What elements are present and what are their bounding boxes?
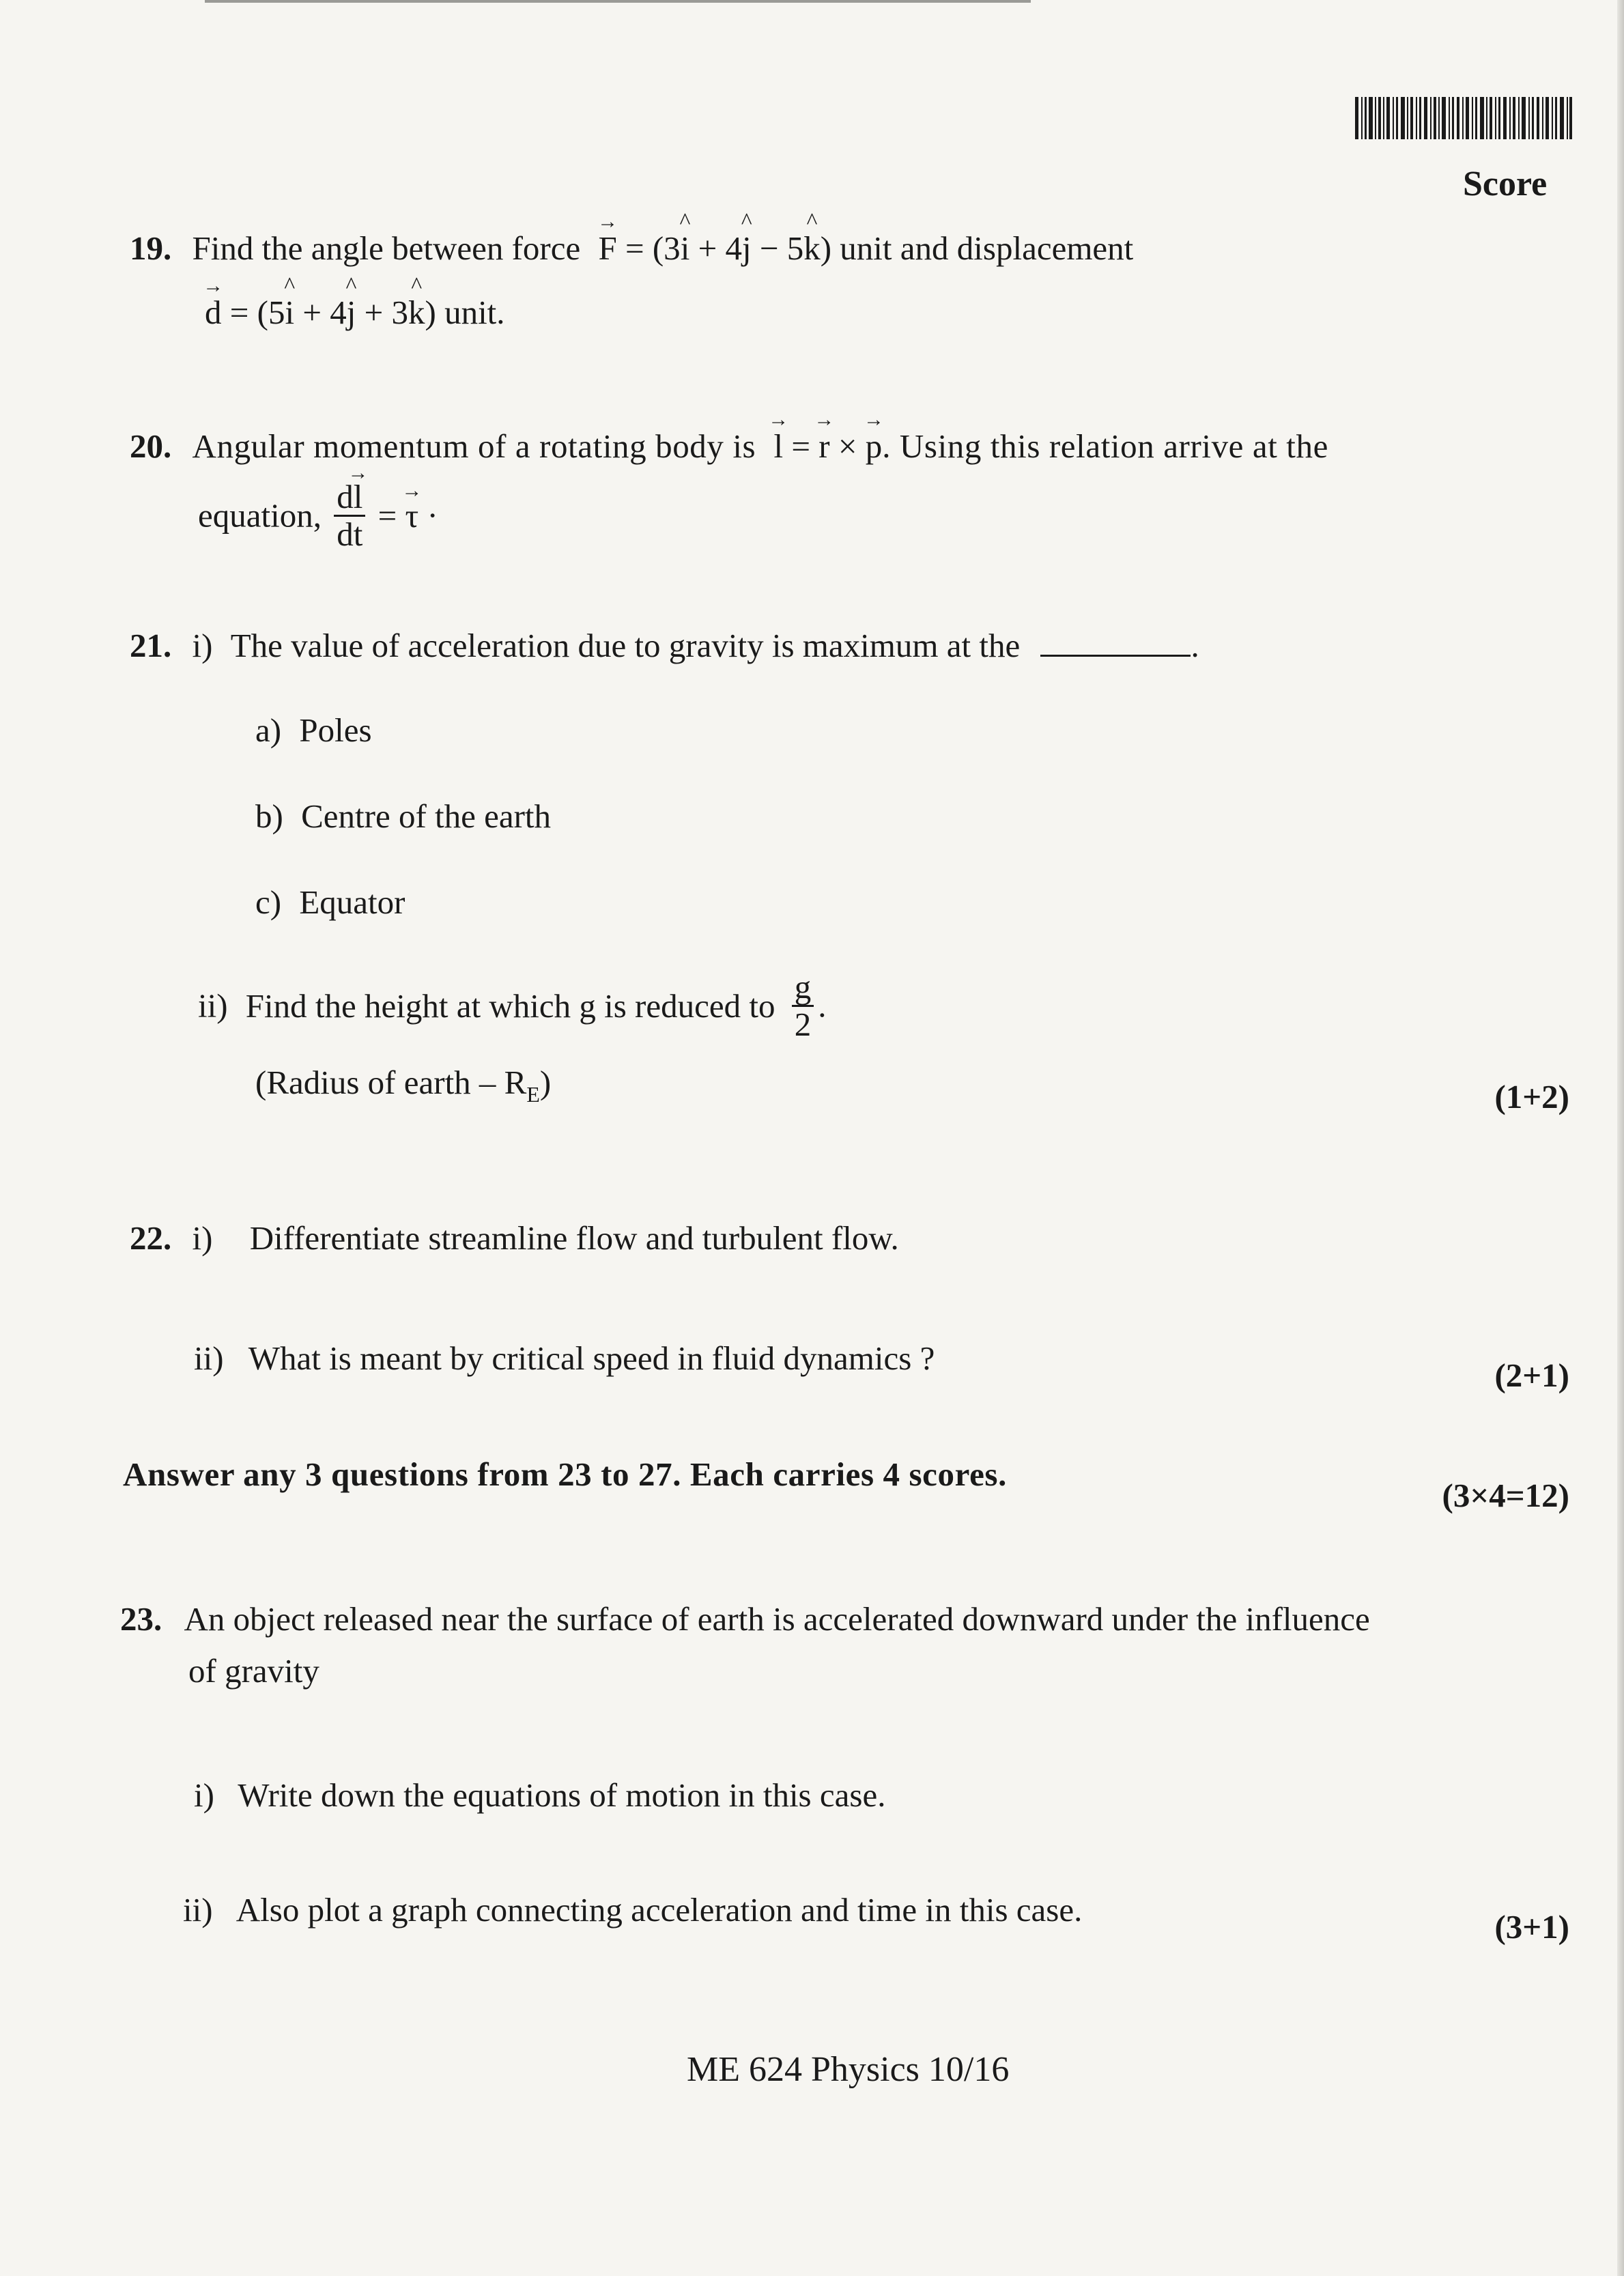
part-label: i)	[192, 627, 213, 664]
question-text: What is meant by critical speed in fluid dynamics ?	[248, 1339, 935, 1377]
option-label: c)	[255, 883, 282, 921]
displacement-vector: → d	[205, 292, 222, 333]
force-vector: → F	[598, 228, 616, 269]
option-text: Equator	[299, 883, 405, 921]
section-instruction: Answer any 3 questions from 23 to 27. Each carries 4 scores.	[123, 1455, 1007, 1493]
part-label: ii)	[194, 1339, 224, 1377]
part-label: i)	[194, 1776, 214, 1814]
question-text: The value of acceleration due to gravity is maximum at the	[230, 627, 1021, 664]
question-21-marks: (1+2)	[1494, 1078, 1569, 1115]
barcode-icon	[1355, 97, 1572, 139]
displacement-expression: → d = (5^ i + 4^ j + 3^ k)	[205, 294, 436, 331]
force-expression: → F = (3^ i + 4^ j − 5^ k)	[598, 229, 831, 267]
question-text: Also plot a graph connecting acceleration and time in this case.	[236, 1891, 1083, 1929]
score-label: Score	[1463, 165, 1548, 203]
question-number: 23.	[120, 1600, 162, 1638]
option-label: a)	[255, 711, 282, 749]
question-number: 20.	[130, 427, 172, 465]
option-b	[255, 796, 551, 837]
question-23-part-1	[194, 1775, 885, 1816]
top-edge-line	[205, 0, 1031, 3]
question-22-part-2	[194, 1338, 935, 1379]
part-label: i)	[192, 1219, 213, 1257]
part-label: ii)	[183, 1891, 213, 1929]
question-text: An object released near the surface of earth is accelerated downward under the influence	[184, 1600, 1370, 1638]
section-marks: (3×4=12)	[1442, 1477, 1569, 1514]
question-text: Write down the equations of motion in this case.	[238, 1776, 886, 1814]
option-a	[255, 710, 372, 751]
question-text: Find the angle between force	[192, 229, 581, 267]
page-right-edge	[1617, 0, 1624, 2276]
torque-vector: → τ	[405, 497, 419, 535]
g-over-2-fraction: $\frac{g}{2}$	[792, 969, 814, 1042]
question-text: equation,	[198, 496, 322, 535]
question-23-marks: (3+1)	[1494, 1908, 1569, 1946]
option-text: Centre of the earth	[301, 797, 552, 835]
question-number: 19.	[130, 229, 172, 267]
option-text: Poles	[299, 711, 372, 749]
option-c	[255, 882, 405, 923]
question-text-tail: unit and displacement	[831, 229, 1134, 267]
question-20-line-2: equation, $\frac{d\to l}{dt}$ = → τ ·	[198, 479, 438, 552]
answer-blank	[1040, 627, 1191, 657]
question-23-line-1	[120, 1599, 1370, 1640]
derivative-fraction: $\frac{d\to l}{dt}$	[334, 479, 365, 552]
question-text: Angular momentum of a rotating body is	[192, 427, 756, 465]
part-label: ii)	[198, 986, 228, 1025]
question-23-line-2: of gravity	[188, 1652, 319, 1690]
option-label: b)	[255, 797, 283, 835]
question-22-marks: (2+1)	[1494, 1356, 1569, 1394]
question-19-line-1	[130, 228, 1133, 269]
question-21-part-1: 21. i) The value of acceleration due to gravity is maximum at the .	[130, 627, 1199, 664]
angular-momentum-expression: → l = → r × → p	[773, 427, 882, 465]
question-21-part-2: ii) Find the height at which g is reduced to $\frac{g}{2}$ .	[198, 968, 827, 1043]
question-number: 21.	[130, 627, 172, 664]
question-20-line-1: 20. Angular momentum of a rotating body is → l = → r × → p. Using this relation arrive at the	[130, 426, 1328, 467]
question-19-line-2: → d = (5^ i + 4^ j + 3^ k) unit.	[205, 292, 505, 333]
question-text: Find the height at which g is reduced to	[245, 986, 775, 1025]
page-footer: ME 624 Physics 10/16	[687, 2050, 1010, 2089]
radius-note: (Radius of earth – $R_E$)	[255, 1064, 552, 1107]
question-text: Differentiate streamline flow and turbulent flow.	[249, 1219, 899, 1257]
question-23-part-2	[183, 1890, 1082, 1931]
question-22-part-1	[130, 1218, 899, 1259]
question-number: 22.	[130, 1219, 172, 1257]
